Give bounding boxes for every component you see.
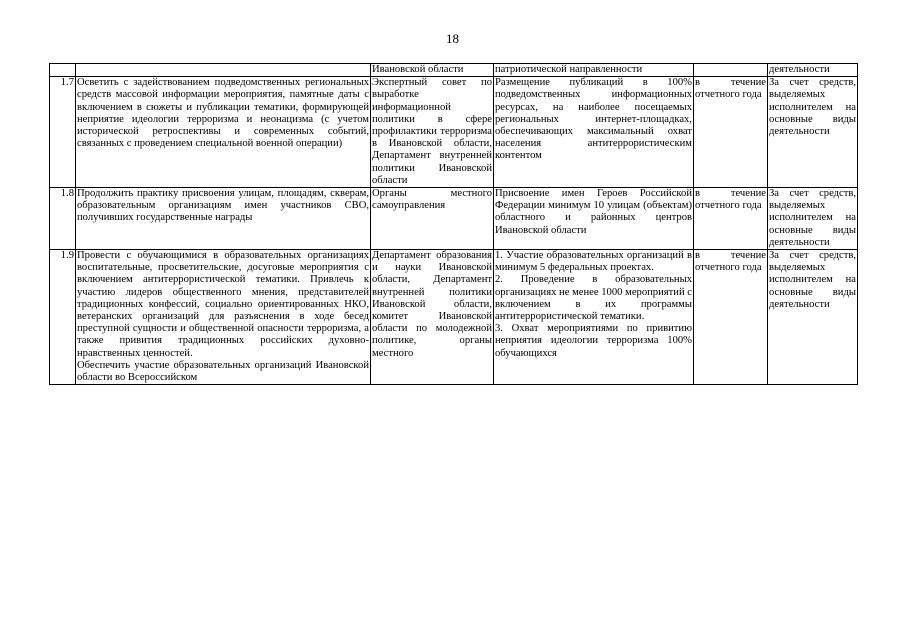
cell-num: 1.8	[50, 188, 76, 250]
cell-funding: деятельности	[768, 64, 858, 77]
paragraph: Продолжить практику присвоения улицам, площадям, скверам, образовательным организациям имен участников СВО, получивших государственные награды	[77, 188, 369, 224]
cell-funding	[768, 77, 858, 188]
cell-result: патриотической направленности	[494, 64, 694, 77]
paragraph: За счет средств, выделяемых исполнителем на основные виды деятельности	[769, 188, 856, 248]
cell-funding	[768, 250, 858, 385]
cell-executor	[371, 77, 494, 188]
cell-term	[694, 250, 768, 385]
paragraph: Размещение публикаций в 100% подведомственных информационных ресурсах, на наиболее посещаемых региональных интернет-площадках, обеспечивающих максимальный охват населения антитеррористическим контентом	[495, 77, 692, 162]
cell-activity	[76, 250, 371, 385]
cell-activity	[76, 77, 371, 188]
paragraph: в течение отчетного года	[695, 77, 766, 101]
paragraph: За счет средств, выделяемых исполнителем на основные виды деятельности	[769, 250, 856, 310]
cell-executor	[371, 250, 494, 385]
paragraph: Экспертный совет по выработке информационной политики в сфере профилактики терроризма в Ивановской области, Департамент внутренней политики Ивановской области	[372, 77, 492, 186]
paragraph: 1. Участие образовательных организаций в минимум 5 федеральных проектах.	[495, 250, 692, 274]
cell-executor: Ивановской области	[371, 64, 494, 77]
cell-term	[694, 188, 768, 250]
cell-num: 1.7	[50, 77, 76, 188]
paragraph: Органы местного самоуправления	[372, 188, 492, 212]
plan-table	[49, 63, 858, 385]
cell-activity	[76, 64, 371, 77]
cell-result	[494, 77, 694, 188]
cell-result	[494, 188, 694, 250]
cell-term	[694, 77, 768, 188]
paragraph: За счет средств, выделяемых исполнителем на основные виды деятельности	[769, 77, 856, 138]
page-number: 18	[446, 31, 459, 46]
cell-result	[494, 250, 694, 385]
paragraph: Обеспечить участие образовательных организаций Ивановской области во Всероссийском	[77, 359, 369, 384]
paragraph: Провести с обучающимися в образовательных организациях воспитательные, просветительские, досуговые мероприятия с включением антитеррористической тематики. Привлечь к участию лидеров общественного мнения, представителей традиционных конфессий, социально ориентированных НКО, ветеранских организаций для разъяснения в ходе бесед преступной сущности и общественной опасности терроризма, а также привития традиционных российских духовно-нравственных ценностей.	[77, 250, 369, 359]
paragraph: Присвоение имен Героев Российской Федерации минимум 10 улицам (объектам) областного и районных центров Ивановской области	[495, 188, 692, 236]
table-row	[50, 188, 858, 250]
table-row-continuation	[50, 64, 858, 77]
table-row	[50, 250, 858, 385]
table-row	[50, 77, 858, 188]
cell-activity	[76, 188, 371, 250]
cell-executor	[371, 188, 494, 250]
cell-num	[50, 64, 76, 77]
paragraph: Осветить с задействованием подведомственных региональных средств массовой информации мероприятия, памятные даты с включением в сюжеты и публикации тематики, формирующей неприятие идеологии терроризма и неонацизма (с учетом исторической ретроспективы и современных событий, связанных с проведением специальной военной операции)	[77, 77, 369, 150]
cell-funding	[768, 188, 858, 250]
cell-num: 1.9	[50, 250, 76, 385]
paragraph: в течение отчетного года	[695, 188, 766, 212]
paragraph: в течение отчетного года	[695, 250, 766, 274]
paragraph: Департамент образования и науки Ивановской области, Департамент внутренней политики Ивановской области, комитет Ивановской области по молодежной политике, органы местного	[372, 250, 492, 359]
cell-term	[694, 64, 768, 77]
paragraph: 2. Проведение в образовательных организациях не менее 1000 мероприятий с включением в их программы антитеррористической тематики.	[495, 274, 692, 323]
paragraph: 3. Охват мероприятиями по привитию неприятия идеологии терроризма 100% обучающихся	[495, 323, 692, 359]
